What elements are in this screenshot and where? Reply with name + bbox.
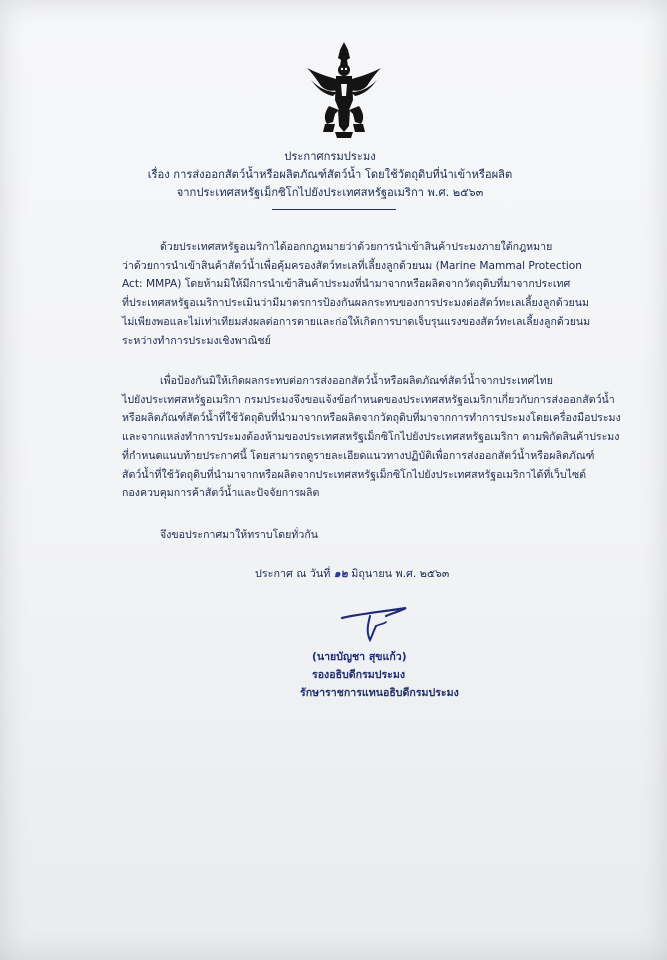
paragraph-line: เพื่อป้องกันมิให้เกิดผลกระทบต่อการส่งออกสัตว์น้ำหรือผลิตภัณฑ์สัตว์น้ำจากประเทศไทย: [160, 375, 553, 387]
signatory-block: [300, 648, 500, 702]
body-paragraph-2: [122, 372, 621, 503]
body-paragraph-1: [122, 238, 591, 350]
paragraph-line: ไม่เพียงพอและไม่เท่าเทียมส่งผลต่อการตายและก่อให้เกิดการบาดเจ็บรุนแรงของสัตว์ทะเลเลี้ยงลูกด้วยนม: [122, 315, 591, 328]
paragraph-line: และจากแหล่งทำการประมงต้องห้ามของประเทศสหรัฐเม็กซิโกไปยังประเทศสหรัฐอเมริกา ตามพิกัดสินค้าประมง: [122, 431, 620, 444]
date-day: ๑๒: [333, 567, 348, 580]
paragraph-line: กองควบคุมการค้าสัตว์น้ำและปัจจัยการผลิต: [122, 487, 320, 500]
subject-line-continued: จากประเทศสหรัฐเม็กซิโกไปยังประเทศสหรัฐอเมริกา พ.ศ. ๒๕๖๓: [176, 186, 484, 199]
paragraph-line: ที่ประเทศสหรัฐอเมริกาประเมินว่ามีมาตรการป้องกันผลกระทบของการประมงต่อสัตว์ทะเลเลี้ยงลูกด้วยนม: [122, 297, 589, 310]
paragraph-line: หรือผลิตภัณฑ์สัตว์น้ำที่ใช้วัตถุดิบที่นำมาจากหรือผลิตจากวัตถุดิบที่มาจากการทำการประมงโดยเครื่องมือประมง: [122, 412, 621, 425]
garuda-emblem-icon: [305, 40, 383, 140]
paragraph-line: ระหว่างทำการประมงเชิงพาณิชย์: [122, 334, 271, 347]
signatory-name: (นายบัญชา สุขแก้ว): [312, 651, 407, 663]
paragraph-line: Act: MMPA) โดยห้ามมิให้มีการนำเข้าสินค้าประมงที่นำมาจากหรือผลิตจากวัตถุดิบที่มาจากประเทศ: [122, 278, 571, 291]
issuing-agency: ประกาศกรมประมง: [284, 150, 376, 163]
paragraph-line: ว่าด้วยการนำเข้าสินค้าสัตว์น้ำเพื่อคุ้มครองสัตว์ทะเลที่เลี้ยงลูกด้วยนม (Marine Mammal Protection: [122, 259, 582, 272]
date-prefix: ประกาศ ณ วันที่: [255, 567, 331, 580]
handwritten-signature-icon: [328, 600, 428, 648]
paragraph-line: ไปยังประเทศสหรัฐอเมริกา กรมประมงจึงขอแจ้งข้อกำหนดของประเทศสหรัฐอเมริกาเกี่ยวกับการส่งออกสัตว์น้ำ: [122, 393, 615, 406]
announcement-date: [255, 565, 555, 582]
signatory-position: รองอธิบดีกรมประมง: [312, 669, 406, 681]
closing-statement: [122, 526, 558, 545]
paragraph-line: สัตว์น้ำที่ใช้วัตถุดิบที่นำมาจากหรือผลิตจากประเทศสหรัฐเม็กซิโกไปยังประเทศสหรัฐอเมริกาได้ที่เว็บไซต์: [122, 468, 587, 481]
subject-line: เรื่อง การส่งออกสัตว์น้ำหรือผลิตภัณฑ์สัตว์น้ำ โดยใช้วัตถุดิบที่นำเข้าหรือผลิต: [147, 168, 513, 181]
announcement-header: [130, 148, 530, 202]
paragraph-line: ด้วยประเทศสหรัฐอเมริกาได้ออกกฎหมายว่าด้วยการนำเข้าสินค้าประมงภายใต้กฎหมาย: [160, 241, 553, 253]
header-divider: [272, 209, 396, 210]
signatory-acting-position: รักษาราชการแทนอธิบดีกรมประมง: [300, 687, 459, 699]
date-suffix: มิถุนายน พ.ศ. ๒๕๖๓: [351, 567, 450, 580]
paragraph-line: ที่กำหนดแนบท้ายประกาศนี้ โดยสามารถดูรายละเอียดแนวทางปฏิบัติเพื่อการส่งออกสัตว์น้ำหรือผลิตภัณฑ์: [122, 449, 595, 462]
paragraph-line: จึงขอประกาศมาให้ทราบโดยทั่วกัน: [160, 529, 318, 541]
